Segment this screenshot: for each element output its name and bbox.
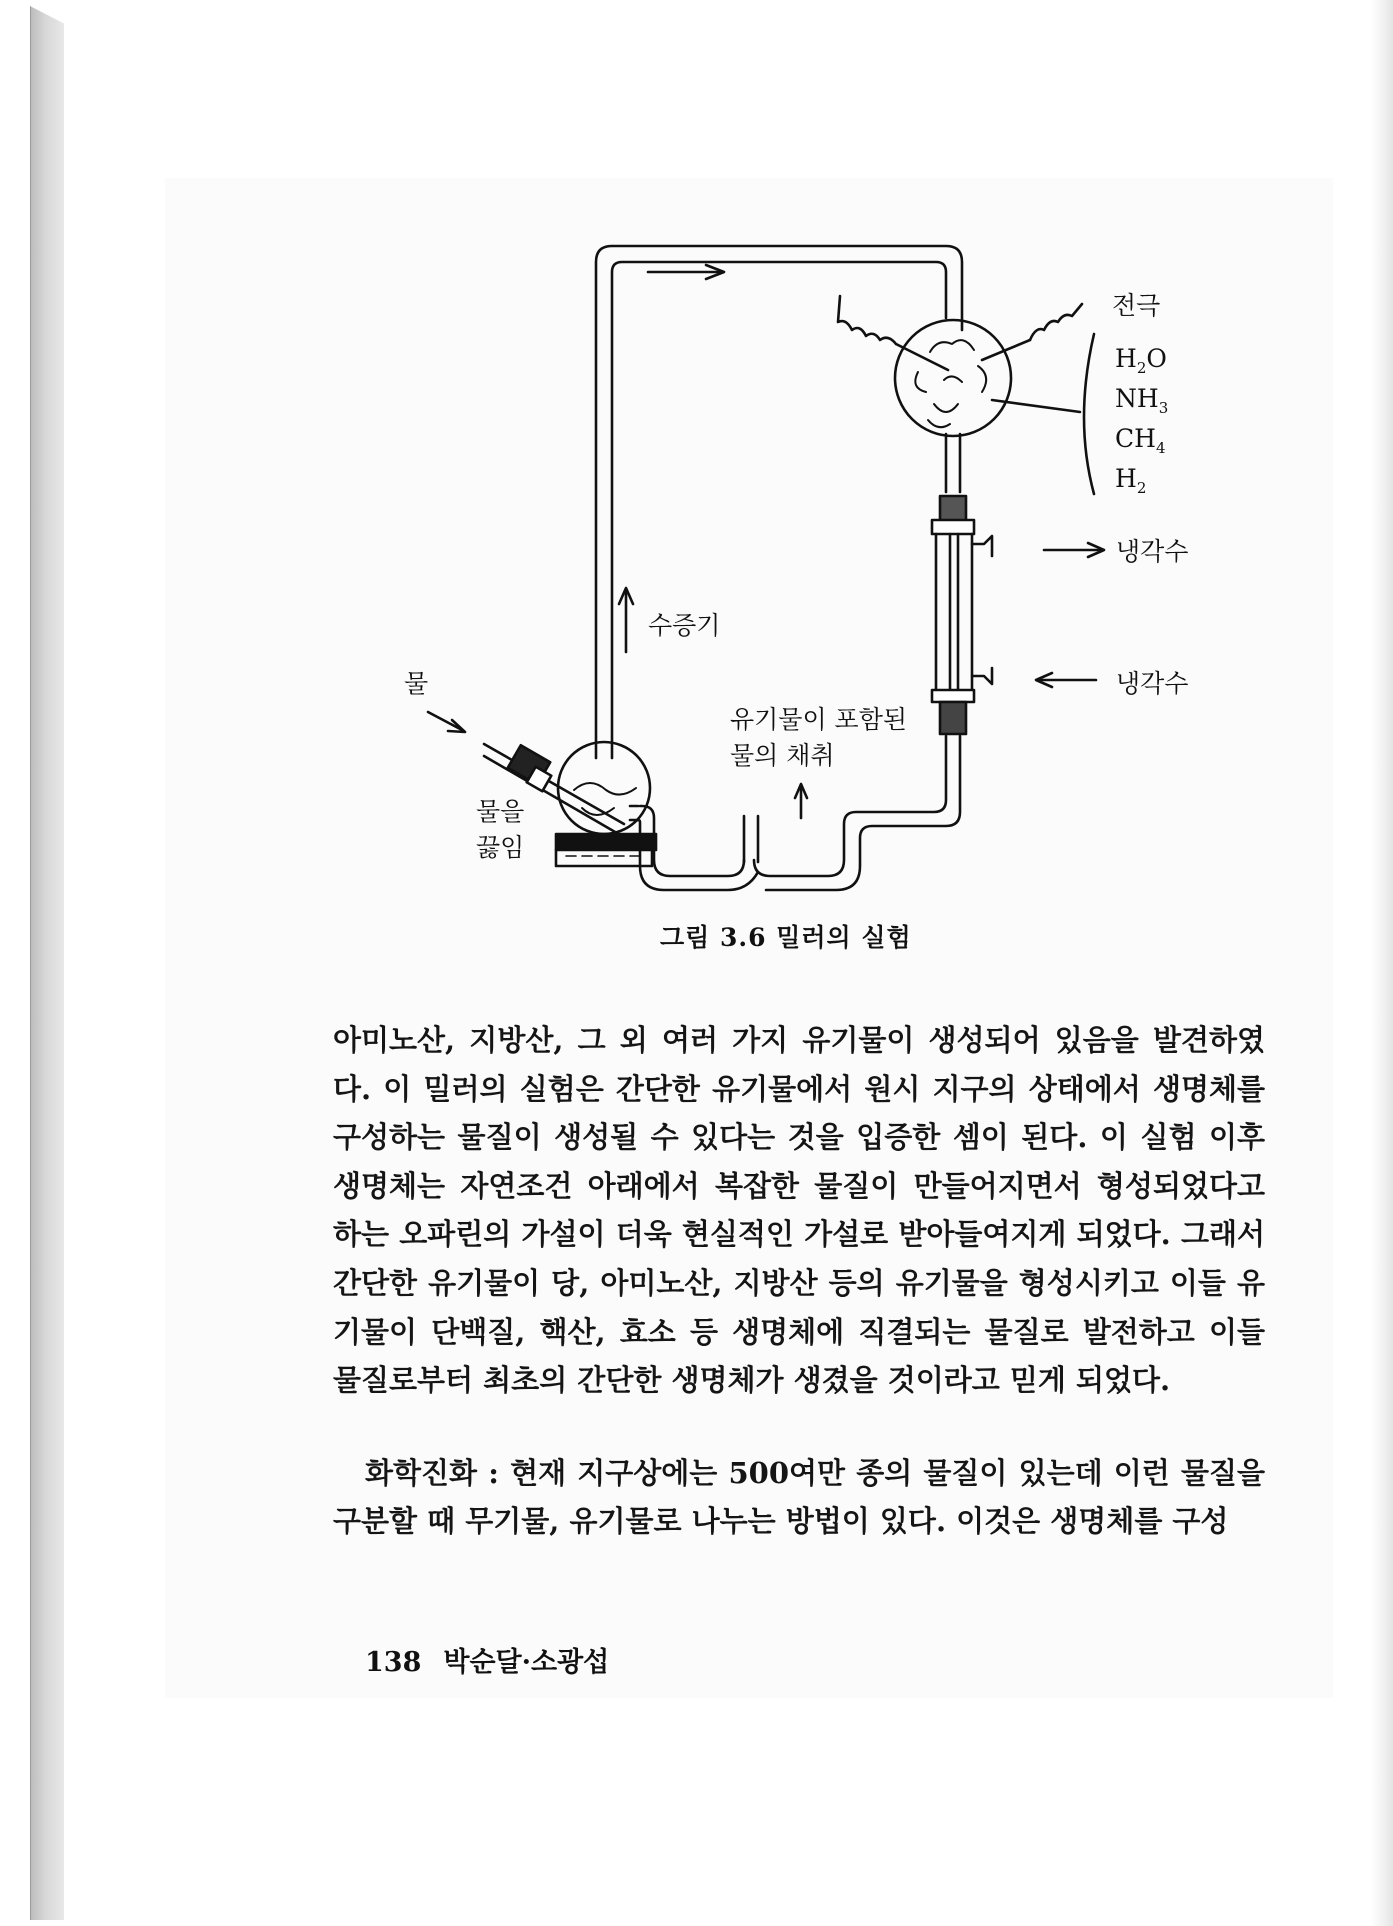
gas-formula: $CH_4$: [1115, 424, 1166, 457]
label-water: 물: [404, 669, 429, 698]
label-boiling-1: 물을: [476, 797, 525, 826]
upper-stopper: [940, 496, 966, 522]
page-footer: [365, 1640, 631, 1679]
body-text: [333, 1016, 1265, 1546]
label-boiling-2: 끓임: [476, 833, 525, 862]
gas-formula: $H_2O$: [1115, 344, 1167, 377]
label-coolant-out: 냉각수: [1116, 537, 1189, 566]
figure-caption: 그림 3.6 밀러의 실험: [660, 923, 912, 952]
spark-chamber-flask: [895, 320, 1011, 436]
label-sample-2: 물의 채취: [730, 741, 835, 770]
authors: 박순달·소광섭: [443, 1647, 610, 1678]
tube-inner: [612, 262, 946, 758]
tube-outer: [596, 246, 962, 758]
condenser-jacket: [936, 534, 972, 690]
lower-stopper: [940, 702, 966, 734]
paragraph: 화학진화 : 현재 지구상에는 500여만 종의 물질이 있는데 이런 물질을 구분할 때 무기물, 유기물로 나누는 방법이 있다. 이것은 생명체를 구성: [333, 1455, 1265, 1539]
label-sample-1: 유기물이 포함된: [730, 705, 907, 734]
paragraph: 아미노산, 지방산, 그 외 여러 가지 유기물이 생성되어 있음을 발견하였다. 이 밀러의 실험은 간단한 유기물에서 원시 지구의 상태에서 생명체를 구성하는 물질이 생성될 수 있다는 것을 입증한 셈이 된다. 이 실험 이후 생명체는 자연조건 아래에서 복잡한 물질이 만들어지면서 형성되었다고 하는 오파린의 가설이 더욱 현실적인 가설로 받아들여지게 되었다. 그래서 간단한 유기물이 당, 아미노산, 지방산 등의 유기물을 형성시키고 이들 유기물이 단백질, 핵산, 효소 등 생명체에 직결되는 물질로 발전하고 이들 물질로부터 최초의 간단한 생명체가 생겼을 것이라고 믿게 되었다.: [333, 1023, 1265, 1398]
electrode-left: [896, 344, 948, 370]
label-electrode: 전극: [1112, 291, 1161, 320]
gas-formula: $H_2$: [1115, 464, 1147, 497]
heater: [556, 834, 656, 850]
gas-bracket: [1084, 334, 1094, 494]
gas-formula: $NH_3$: [1115, 384, 1169, 417]
label-steam: 수증기: [648, 611, 721, 640]
label-coolant-in: 냉각수: [1116, 669, 1189, 698]
page-number: 138: [365, 1647, 422, 1678]
